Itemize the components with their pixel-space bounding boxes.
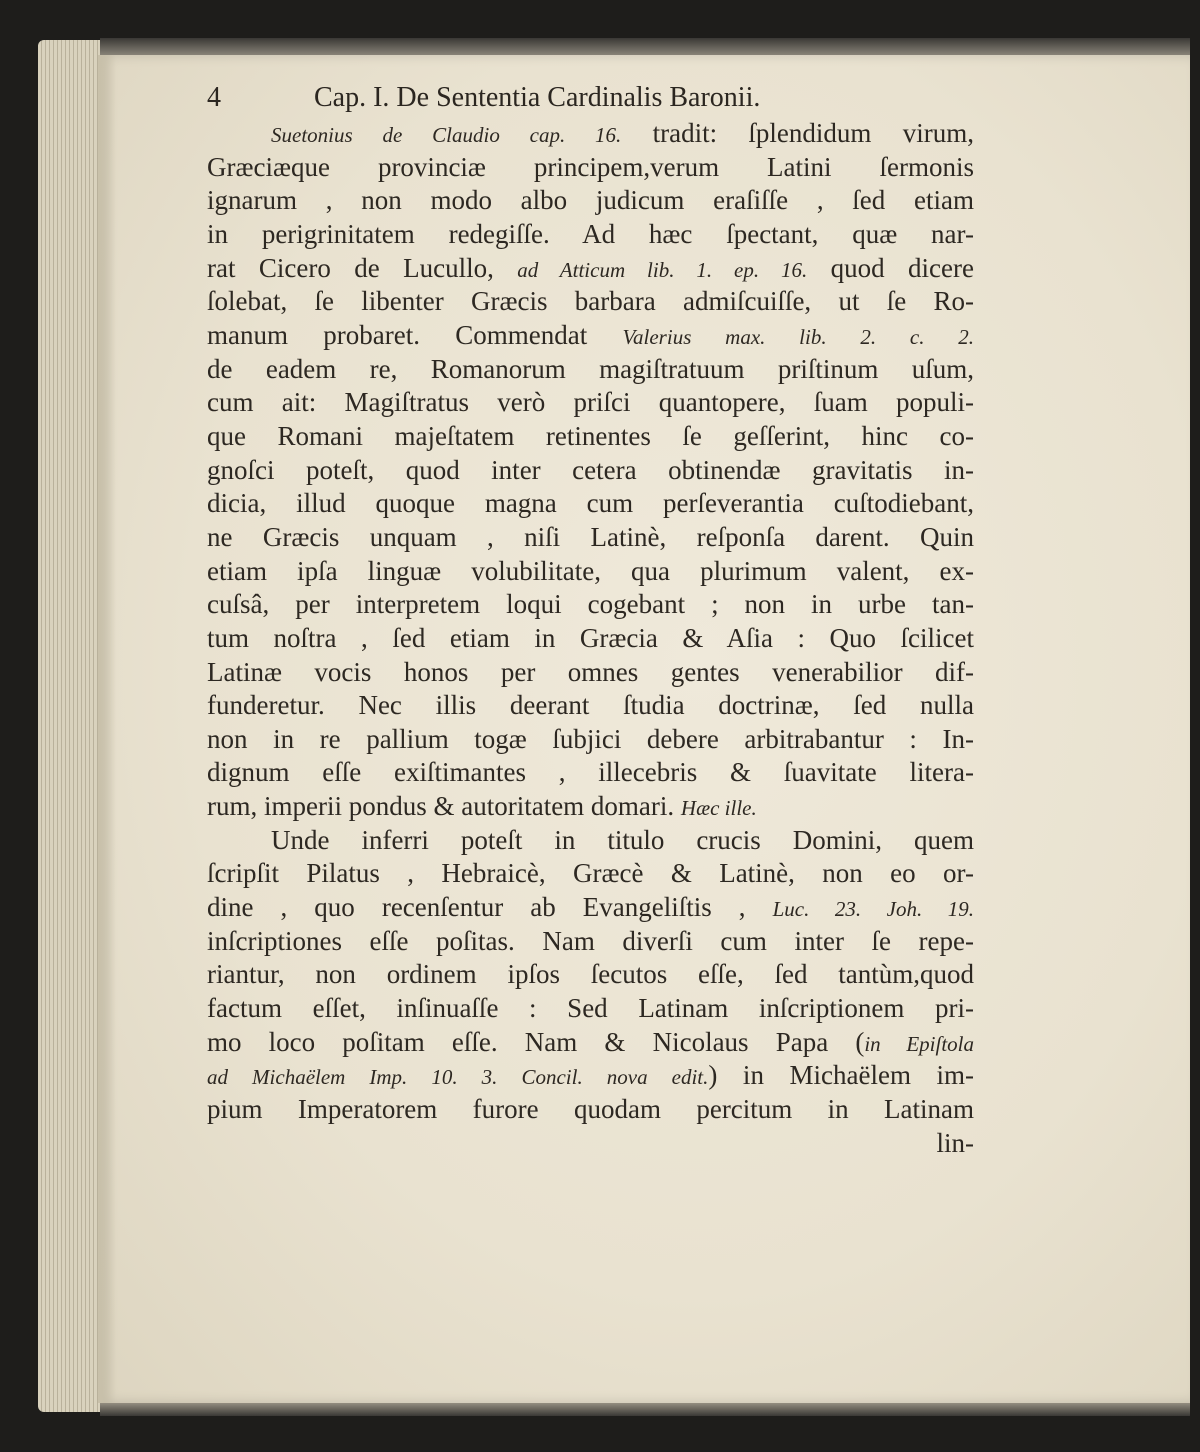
text-line	[207, 622, 974, 656]
text-segment: ) in Michaëlem im-	[708, 1060, 974, 1091]
italic-citation: ad Michaëlem Imp. 10. 3. Concil. nova edit.	[207, 1065, 709, 1090]
text-segment: rat Cicero de Lucullo,	[207, 252, 518, 283]
text-line	[207, 1059, 974, 1093]
text-line	[207, 723, 974, 757]
text-line	[207, 420, 974, 454]
text-line	[207, 1026, 974, 1060]
text-segment: dicia, illud quoque magna cum perſeverantia cuſtodiebant,	[207, 488, 974, 519]
italic-citation: Hæc ille.	[680, 796, 757, 821]
text-line	[207, 117, 974, 151]
text-line	[207, 790, 974, 824]
text-line	[207, 588, 974, 622]
text-line	[207, 521, 974, 555]
text-segment: dignum eſſe exiſtimantes , illecebris & ſuavitate litera-	[207, 757, 974, 788]
italic-citation: ad Atticum lib. 1. ep. 16.	[517, 257, 808, 282]
text-segment: que Romani majeſtatem retinentes ſe geſſerint, hinc co-	[207, 420, 974, 451]
binding-bottom-edge	[100, 1402, 1190, 1416]
binding-top-edge	[100, 38, 1190, 56]
page-number: 4	[207, 82, 221, 113]
text-segment: pium Imperatorem furore quodam percitum in Latinam	[207, 1094, 974, 1125]
text-line	[207, 992, 974, 1026]
text-line	[207, 958, 974, 992]
text-segment: tradit: ſplendidum virum,	[621, 118, 974, 148]
body-text	[207, 117, 974, 1160]
text-line	[207, 151, 974, 185]
text-line	[207, 756, 974, 790]
italic-citation: in Epiſtola	[864, 1031, 974, 1056]
text-segment: gnoſci poteſt, quod inter cetera obtinendæ gravitatis in-	[207, 454, 974, 485]
text-segment: Græciæque provinciæ principem,verum Latini ſermonis	[207, 151, 974, 182]
text-line	[207, 454, 974, 488]
text-line	[207, 689, 974, 723]
text-line	[207, 353, 974, 387]
italic-citation: Luc. 23. Joh. 19.	[772, 897, 974, 922]
text-segment: tum noſtra , ſed etiam in Græcia & Aſia : Quo ſcilicet	[207, 622, 974, 653]
text-line	[207, 252, 974, 286]
text-segment: Unde inferri poteſt in titulo crucis Domini, quem	[271, 824, 974, 855]
running-title: Cap. I. De Sententia Cardinalis Baronii.	[314, 82, 761, 113]
text-segment: etiam ipſa linguæ volubilitate, qua plurimum valent, ex-	[207, 555, 974, 586]
text-segment: Latinæ vocis honos per omnes gentes venerabilior dif-	[207, 656, 974, 687]
text-segment: inſcriptiones eſſe poſitas. Nam diverſi cum inter ſe repe-	[207, 925, 974, 956]
text-line	[207, 656, 974, 690]
text-segment: funderetur. Nec illis deerant ſtudia doctrinæ, ſed nulla	[207, 690, 974, 721]
text-line	[207, 487, 974, 521]
text-segment: dine , quo recenſentur ab Evangeliſtis ,	[207, 892, 773, 923]
text-line	[207, 184, 974, 218]
text-segment: cum ait: Magiſtratus verò priſci quantopere, ſuam populi-	[207, 387, 974, 418]
text-line	[207, 285, 974, 319]
text-segment: riantur, non ordinem ipſos ſecutos eſſe, ſed tantùm,quod	[207, 959, 974, 990]
text-line	[207, 857, 974, 891]
text-line	[207, 319, 974, 353]
text-segment: ſolebat, ſe libenter Græcis barbara admiſcuiſſe, ut ſe Ro-	[207, 286, 974, 317]
text-line	[207, 891, 974, 925]
text-segment: factum eſſet, inſinuaſſe : Sed Latinam inſcriptionem pri-	[207, 993, 974, 1024]
text-segment: mo loco poſitam eſſe. Nam & Nicolaus Papa (	[207, 1026, 865, 1057]
text-segment: manum probaret. Commendat	[207, 319, 623, 350]
text-line	[207, 218, 974, 252]
text-segment: ſcripſit Pilatus , Hebraicè, Græcè & Latinè, non eo or-	[207, 858, 974, 889]
page-header	[207, 82, 977, 118]
italic-citation: Valerius max. lib. 2. c. 2.	[622, 324, 975, 349]
italic-citation: Suetonius de Claudio cap. 16.	[271, 123, 622, 147]
text-line	[207, 386, 974, 420]
text-line	[207, 1093, 974, 1127]
text-segment: de eadem re, Romanorum magiſtratuum priſtinum uſum,	[207, 353, 974, 384]
text-segment: ignarum , non modo albo judicum eraſiſſe , ſed etiam	[207, 185, 974, 216]
page-gutter-shadow	[98, 55, 116, 1403]
text-line	[207, 555, 974, 589]
text-line	[207, 824, 974, 858]
text-segment: ne Græcis unquam , niſi Latinè, reſponſa darent. Quin	[207, 521, 974, 552]
text-segment: quod dicere	[807, 252, 974, 283]
text-segment: non in re pallium togæ ſubjici debere arbitrabantur : In-	[207, 723, 974, 754]
text-segment: cuſsâ, per interpretem loqui cogebant ; non in urbe tan-	[207, 589, 974, 620]
text-segment: rum, imperii pondus & autoritatem domari.	[207, 791, 681, 822]
catchword: lin-	[936, 1127, 974, 1158]
text-segment: in perigrinitatem redegiſſe. Ad hæc ſpectant, quæ nar-	[207, 218, 974, 249]
text-line	[207, 925, 974, 959]
